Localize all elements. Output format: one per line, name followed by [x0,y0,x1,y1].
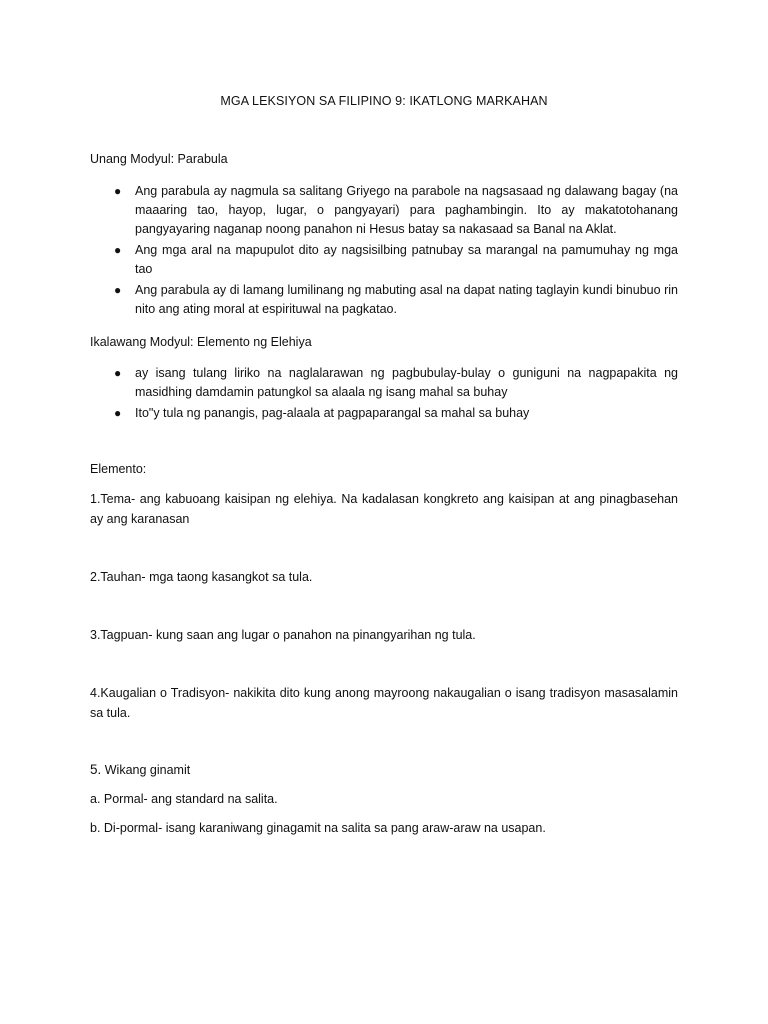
document-title: MGA LEKSIYON SA FILIPINO 9: IKATLONG MARKAHAN [220,94,548,108]
wika-di-pormal: b. Di-pormal- isang karaniwang ginagamit na salita sa pang araw-araw na usapan. [90,821,546,835]
elemento-item-5 [90,760,678,780]
module2-heading: Ikalawang Modyul: Elemento ng Elehiya [90,335,312,349]
item-number: 5. [90,762,102,777]
list-item [90,241,678,279]
bullet-icon: ● [114,243,122,257]
list-item [90,364,678,402]
item-label: Wikang ginamit [101,763,191,777]
wika-pormal: a. Pormal- ang standard na salita. [90,792,278,806]
list-item [90,182,678,239]
elemento-item-4: 4.Kaugalian o Tradisyon- nakikita dito kung anong mayroong nakaugalian o isang tradisyon masasalamin sa tula. [90,686,678,720]
bullet-text: Ang parabula ay nagmula sa salitang Griyego na parabole na nagsasaad ng dalawang bagay (na maaaring tao, hayop, lugar, o pangyayari) para paghambingin. Ito ay makatotohanang pangyayaring naganap noong panahon ni Hesus batay sa nakasaad sa Banal na Aklat. [135,184,678,236]
module1-bullet-list [90,182,678,321]
bullet-text: Ang mga aral na mapupulot dito ay nagsisilbing patnubay sa marangal na pamumuhay ng mga tao [135,243,678,276]
bullet-text: Ito"y tula ng panangis, pag-alaala at pagpaparangal sa mahal sa buhay [135,406,530,420]
bullet-icon: ● [114,406,122,420]
bullet-icon: ● [114,184,122,198]
module2-bullet-list [90,364,678,425]
list-item [90,404,678,423]
bullet-text: ay isang tulang liriko na naglalarawan ng pagbubulay-bulay o guniguni na nagpapakita ng masidhing damdamin patungkol sa alaala ng isang mahal sa buhay [135,366,678,399]
list-item [90,281,678,319]
elemento-item-2: 2.Tauhan- mga taong kasangkot sa tula. [90,570,313,584]
elemento-item-1: 1.Tema- ang kabuoang kaisipan ng elehiya. Na kadalasan kongkreto ang kaisipan at ang pinagbasehan ay ang karanasan [90,492,678,526]
bullet-icon: ● [114,366,122,380]
elemento-heading: Elemento: [90,462,147,476]
bullet-text: Ang parabula ay di lamang lumilinang ng mabuting asal na dapat nating taglayin kundi binubuo rin nito ang ating moral at espirituwal na pagkatao. [135,283,678,316]
bullet-icon: ● [114,283,122,297]
elemento-item-3: 3.Tagpuan- kung saan ang lugar o panahon na pinangyarihan ng tula. [90,628,476,642]
module1-heading: Unang Modyul: Parabula [90,152,228,166]
